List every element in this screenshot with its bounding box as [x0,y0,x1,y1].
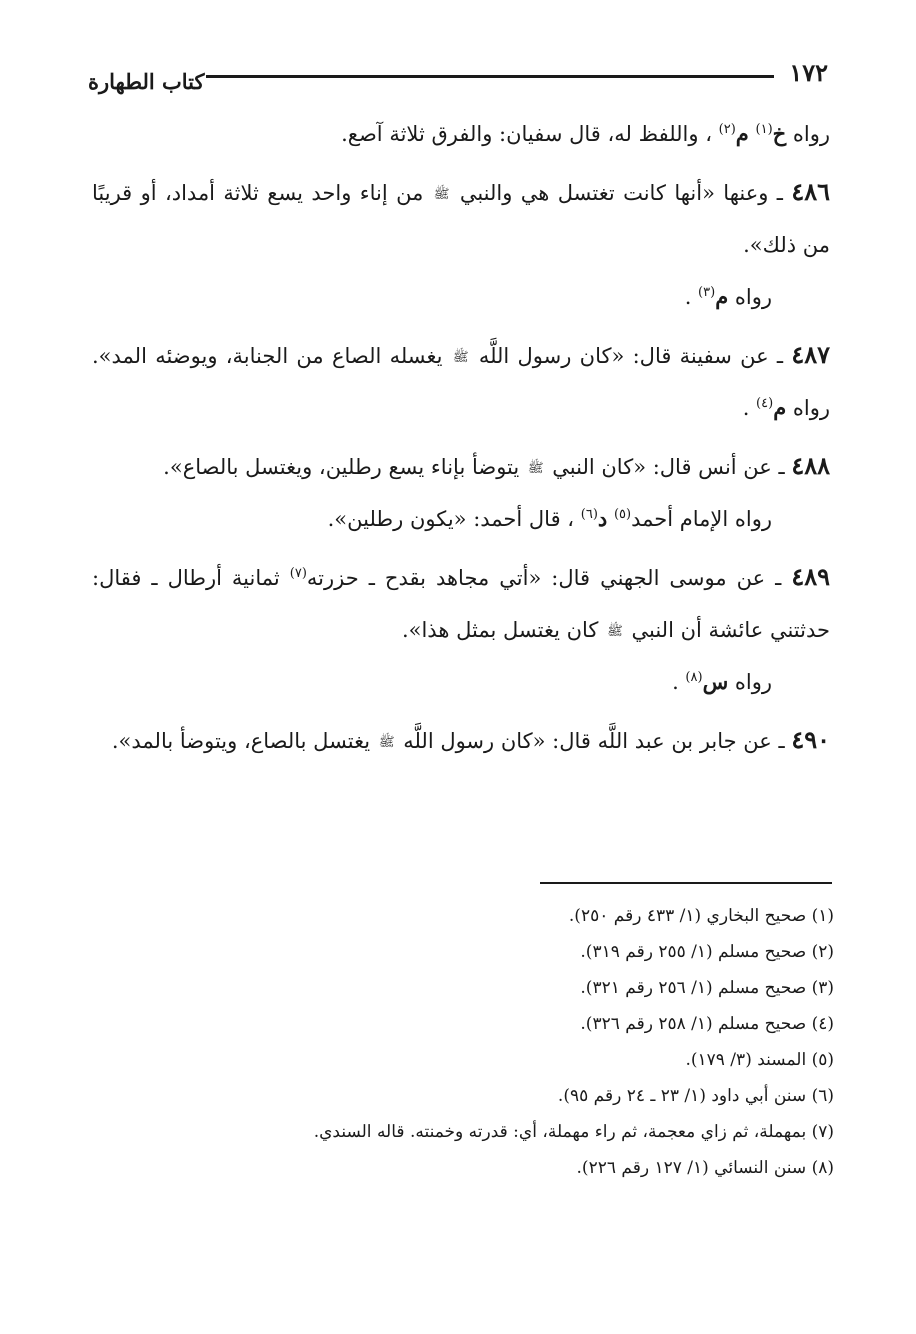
footnote-item: (٨) سنن النسائي (١/ ١٢٧ رقم ٢٢٦). [576,1158,834,1178]
paragraph-text: . [672,670,686,694]
paragraph-text: . [684,285,699,309]
footnote-marker: (٧) [289,566,307,581]
footnote-item: (٢) صحيح مسلم (١/ ٢٥٥ رقم ٣١٩). [580,942,834,962]
footnote-marker: (١) [755,122,773,137]
paragraph-text: ـ عن جابر بن عبد اللَّه قال: «كان رسول اللَّه [396,729,792,753]
paragraph-text: ـ عن سفينة قال: «كان رسول اللَّه [470,344,792,368]
paragraph-text: يتوضأ بإناء يسع رطلين، ويغتسل بالصاع». [163,455,526,479]
footnote-item: (٥) المسند (٣/ ١٧٩). [685,1050,834,1070]
salutation-symbol: ﷺ [378,735,395,750]
paragraph-text: رواه [728,285,772,309]
footnotes [92,898,834,1186]
hadith-paragraph [92,551,830,656]
page-header [88,58,828,98]
source-symbol: خ [772,121,787,146]
footnote-rule [540,882,832,884]
hadith-number: ٤٨٧ [791,340,830,369]
footnote-marker: (٤) [756,396,774,411]
riwaya-paragraph [92,656,830,708]
riwaya-paragraph [92,271,830,323]
hadith-paragraph [92,714,830,767]
paragraph-text: من إناء واحد يسع ثلاثة أمداد، أو قريبًا من ذلك». [92,181,830,257]
hadith-paragraph [92,166,830,271]
salutation-symbol: ﷺ [452,350,469,365]
paragraph-text: رواه [786,122,830,146]
paragraph-text: ـ عن موسى الجهني قال: «أتي مجاهد بقدح ـ حزرته [306,566,792,590]
footnote-marker: (٨) [685,670,703,685]
riwaya-paragraph [92,493,830,545]
salutation-symbol: ﷺ [433,187,450,202]
footnote-marker: (٦) [580,507,598,522]
header-rule [206,75,774,78]
paragraph-text: ثمانية أرطال ـ فقال: حدثتني عائشة أن النبي [92,566,830,642]
hadith-number: ٤٩٠ [791,725,830,754]
hadith-number: ٤٨٩ [791,562,830,591]
footnote-item: (٣) صحيح مسلم (١/ ٢٥٦ رقم ٣٢١). [580,978,834,998]
footnote-item: (٧) بمهملة، ثم زاي معجمة، ثم راء مهملة، أي: قدرته وخمنته. قاله السندي. [313,1122,834,1142]
paragraph-text: رواه [728,670,772,694]
hadith-number: ٤٨٨ [791,451,830,480]
footnote-item: (١) صحيح البخاري (١/ ٤٣٣ رقم ٢٥٠). [568,906,834,926]
riwaya-paragraph [92,108,830,160]
main-text [92,108,830,767]
paragraph-text [749,122,756,146]
source-symbol: م [735,121,749,146]
source-symbol: م [773,395,787,420]
source-symbol: د [597,506,608,531]
hadith-number: ٤٨٦ [791,177,830,206]
footnote-item: (٦) سنن أبي داود (١/ ٢٣ ـ ٢٤ رقم ٩٥). [557,1086,834,1106]
source-symbol: م [715,284,729,309]
footnote-marker: (٣) [698,285,716,300]
footnote-marker: (٢) [718,122,736,137]
paragraph-text: ـ عن أنس قال: «كان النبي [545,455,792,479]
paragraph-text: ، واللفظ له، قال سفيان: والفرق ثلاثة آصع. [341,122,719,146]
paragraph-text [607,507,614,531]
paragraph-text: . [742,396,757,420]
book-title: كتاب الطهارة [88,69,205,94]
paragraph-text: رواه الإمام أحمد [631,507,772,531]
hadith-paragraph [92,329,830,434]
salutation-symbol: ﷺ [527,461,544,476]
paragraph-text: يغتسل بالصاع، ويتوضأ بالمد». [111,729,377,753]
footnote-item: (٤) صحيح مسلم (١/ ٢٥٨ رقم ٣٢٦). [580,1014,834,1034]
footnote-marker: (٥) [613,507,632,522]
source-symbol: س [702,669,729,694]
salutation-symbol: ﷺ [607,624,623,639]
page-number: ١٧٢ [789,58,828,87]
paragraph-text: كان يغتسل بمثل هذا». [401,618,606,642]
paragraph-text: ـ وعنها «أنها كانت تغتسل هي والنبي [451,181,792,205]
paragraph-text: يغسله الصاع من الجنابة، ويوضئه المد». رواه [92,344,830,420]
paragraph-text: ، قال أحمد: «يكون رطلين». [327,507,581,531]
hadith-paragraph [92,440,830,493]
